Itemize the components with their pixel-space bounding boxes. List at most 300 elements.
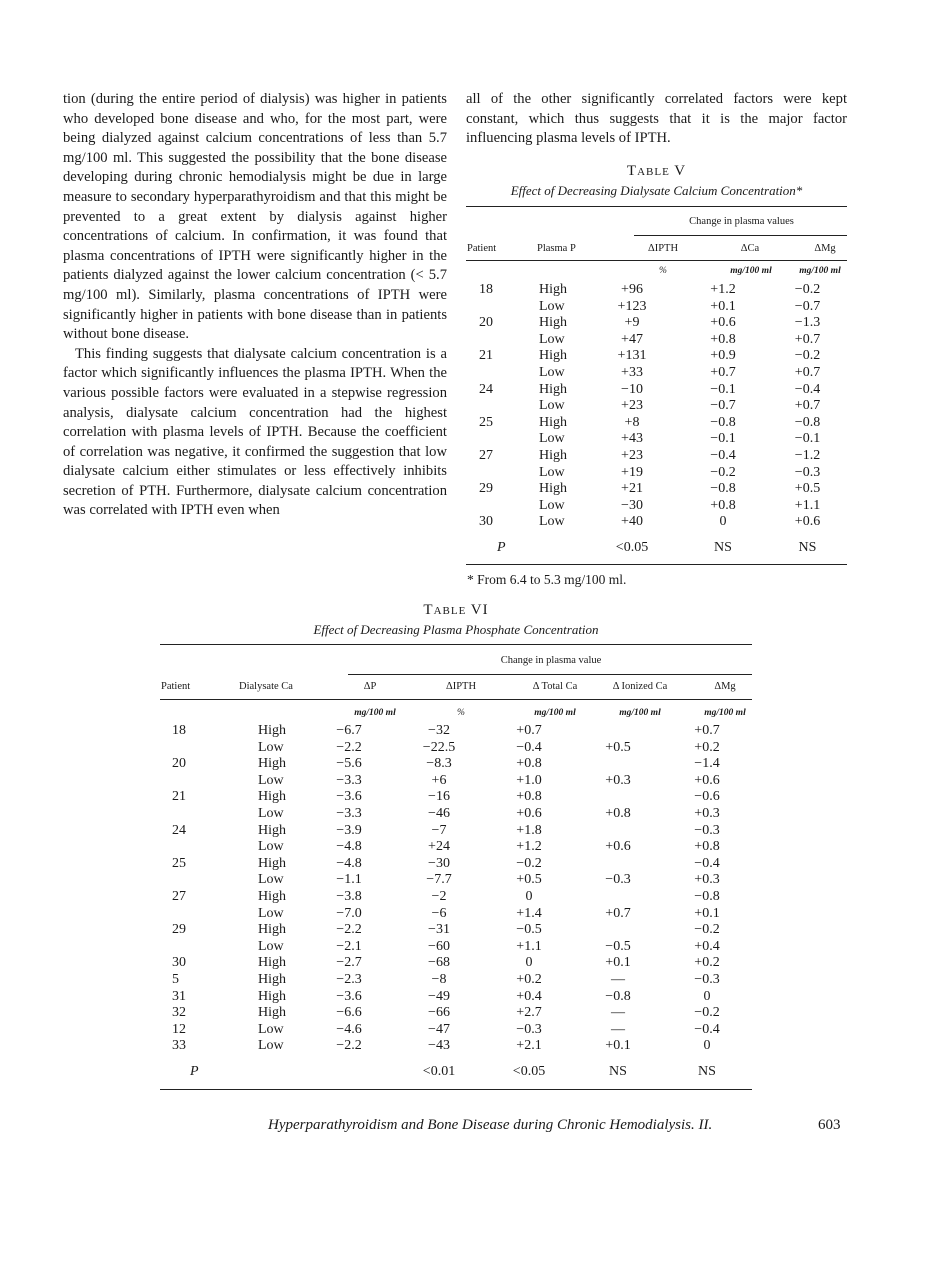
- table-5-cell: 18: [479, 282, 493, 297]
- table-6-cell: +0.3: [605, 772, 631, 788]
- table-6-cell: −1.1: [336, 872, 362, 888]
- table-5-cell: 27: [479, 447, 493, 463]
- table-5-cell: −30: [621, 497, 643, 513]
- table-row: [160, 906, 752, 923]
- table-5-cell: +0.8: [710, 497, 736, 513]
- table-row: [160, 1038, 752, 1055]
- table-6-cell: −3.6: [336, 789, 362, 805]
- paragraph: tion (during the entire period of dialysis) was higher in patients who developed bone disease and who, for the most part, were being dialyzed against calcium concentrations of less than 5.7 mg/100 ml. This suggested the possibility that the bone disease developing during chronic hemodialysis might be due in large measure to secondary hyperparathyroidism and that this might be prevented to a great extent by dialysis against higher concentrations of calcium. In confirmation, it was found that plasma concentrations of IPTH were significantly higher in the patients dialyzed against the lower calcium concentration (< 5.7 mg/100 ml). Similarly, plasma concentrations of IPTH were significantly higher in patients with bone disease than in patients without bone disease.: [63, 91, 447, 343]
- table-5-cell: −0.2: [710, 464, 736, 480]
- table-6-cell: −7: [431, 822, 447, 838]
- table-6-cell: High: [258, 756, 286, 772]
- spacer-cell: [160, 1055, 752, 1064]
- table-5-body: [466, 282, 847, 557]
- table-5-cell: High: [539, 282, 567, 297]
- table-6-cell: [160, 740, 214, 757]
- table-6-cell: High: [258, 1005, 286, 1021]
- table-6-cell: +0.5: [605, 739, 631, 755]
- table-6-cell: [574, 756, 662, 773]
- table-5-p-cell: NS: [798, 539, 817, 555]
- table-5-title-prefix: T: [626, 163, 638, 179]
- table-5-cell: +23: [621, 398, 643, 414]
- table-row: [160, 823, 752, 840]
- table-row: [160, 789, 752, 806]
- table-6-cell: −3.9: [336, 822, 362, 838]
- table-5-top-rule: [466, 206, 847, 207]
- table-5-cell: Low: [539, 364, 565, 380]
- table-5-cell: +0.7: [794, 398, 821, 414]
- table-6-cell: +0.6: [605, 839, 631, 855]
- table-6-cell: −3.3: [336, 805, 362, 821]
- table-6-cell: −7.0: [336, 905, 362, 921]
- table-6-cell: −0.5: [516, 922, 542, 938]
- table-6-cell: High: [258, 971, 286, 987]
- table-6-cell: +2.7: [516, 1005, 542, 1021]
- table-5-cell: +23: [621, 447, 643, 463]
- table-6-cell: −32: [428, 723, 450, 738]
- table-5-cell: Low: [539, 514, 565, 530]
- table-6-title-rest: able VI: [433, 602, 489, 618]
- table-5-cell: −0.7: [710, 398, 736, 414]
- table-6-cell: +0.1: [694, 905, 720, 921]
- table-6-cell: +0.6: [694, 772, 720, 788]
- table-6-cell: +0.7: [516, 723, 542, 738]
- table-6-cell: Low: [258, 772, 284, 788]
- body-text-left-column: [63, 90, 447, 521]
- table-6-caption: Effect of Decreasing Plasma Phosphate Concentration: [313, 622, 599, 637]
- table-6-unit-ionized-ca: mg/100 ml: [619, 708, 661, 718]
- table-row: [160, 856, 752, 873]
- table-6-cell: +1.4: [516, 905, 542, 921]
- table-6-cell: −2.1: [336, 938, 362, 954]
- table-5-footnote: * From 6.4 to 5.3 mg/100 ml.: [467, 572, 627, 587]
- table-6-cell: +0.5: [516, 872, 542, 888]
- table-5-cell: [466, 431, 511, 448]
- table-row: [160, 989, 752, 1006]
- table-5-cell: 30: [479, 514, 493, 530]
- table-row: [160, 723, 752, 740]
- table-6-cell: 31: [172, 988, 186, 1004]
- table-6-cell: High: [258, 988, 286, 1004]
- paragraph: This finding suggests that dialysate calcium concentration is a factor which significantly influences the plasma IPTH. When the various possible factors were evaluated in a stepwise regression analysis, dialysate calcium concentration had the highest correlation with plasma levels of IPTH. Because the coefficient of correlation was negative, it confirmed the suggestion that low dialysate calcium either stimulates or less effectively inhibits secretion of PTH. Furthermore, dialysate calcium concentration was correlated with IPTH even when: [63, 345, 447, 519]
- table-6-cell: [574, 922, 662, 939]
- table-6-cell: +0.7: [694, 723, 720, 738]
- table-6-header-rule: [160, 699, 752, 700]
- page-number: 603: [818, 1117, 841, 1133]
- table-6-cell: Low: [258, 938, 284, 954]
- table-6-cell: −0.2: [694, 922, 720, 938]
- table-6-cell: 30: [172, 955, 186, 971]
- table-6-cell: 0: [525, 888, 533, 904]
- table-5-col-patient: Patient: [467, 243, 497, 254]
- table-6-cell: +0.2: [694, 739, 720, 755]
- table-6-cell: 33: [172, 1038, 186, 1054]
- table-6-cell: +0.1: [605, 955, 631, 971]
- spacer-row: [160, 1055, 752, 1064]
- table-6-cell: 12: [172, 1021, 186, 1037]
- spacer-row: [466, 531, 847, 540]
- table-5-cell: +0.6: [794, 514, 821, 530]
- table-6-cell: Low: [258, 805, 284, 821]
- table-6-cell: [574, 789, 662, 806]
- table-6-cell: [574, 823, 662, 840]
- table-5-cell: −0.4: [794, 381, 821, 397]
- table-5-p-cell: [511, 540, 586, 557]
- table-6-unit-p: mg/100 ml: [354, 708, 396, 718]
- paragraph: all of the other significantly correlated factors were kept constant, which thus suggests that it is the major factor influencing plasma levels of IPTH.: [466, 91, 847, 147]
- table-6-cell: −16: [428, 789, 450, 805]
- table-row: [160, 773, 752, 790]
- table-row: [466, 465, 847, 482]
- table-6-cell: +0.8: [516, 756, 542, 772]
- table-6-cell: [160, 872, 214, 889]
- table-5-cell: +0.7: [710, 364, 736, 380]
- table-5-unit-ca: mg/100 ml: [730, 266, 772, 276]
- table-5-cell: High: [539, 381, 567, 397]
- table-6-cell: −0.8: [605, 988, 631, 1004]
- table-6-p-cell: [304, 1064, 394, 1081]
- table-5-cell: +40: [621, 514, 643, 530]
- table-6-cell: −5.6: [336, 756, 362, 772]
- table-row: [466, 382, 847, 399]
- significance-row: [466, 540, 847, 557]
- table-6-unit-mg: mg/100 ml: [704, 708, 746, 718]
- table-row: [466, 514, 847, 531]
- table-6-p-cell: <0.01: [422, 1063, 456, 1079]
- table-5-cell: 24: [479, 381, 493, 397]
- table-row: [466, 398, 847, 415]
- table-6-cell: High: [258, 822, 286, 838]
- table-6-cell: High: [258, 922, 286, 938]
- table-5-cell: Low: [539, 331, 565, 347]
- table-6-cell: −2: [431, 888, 447, 904]
- table-6-cell: [574, 723, 662, 740]
- table-6-top-rule: [160, 644, 752, 645]
- table-5-cell: −0.1: [710, 431, 736, 447]
- table-5-cell: −0.2: [794, 348, 821, 364]
- table-5-cell: +0.8: [710, 331, 736, 347]
- table-5-cell: +47: [621, 331, 643, 347]
- table-6-cell: −0.3: [694, 822, 720, 838]
- table-6-cell: −68: [428, 955, 450, 971]
- table-5-cell: −0.3: [794, 464, 821, 480]
- table-6-cell: 27: [172, 888, 186, 904]
- table-6-col-delta-mg: ΔMg: [714, 681, 736, 692]
- table-6-cell: Low: [258, 1038, 284, 1054]
- table-6-cell: −3.6: [336, 988, 362, 1004]
- table-6-cell: +24: [428, 839, 450, 855]
- table-5-cell: High: [539, 447, 567, 463]
- table-6-cell: High: [258, 789, 286, 805]
- table-row: [466, 332, 847, 349]
- table-6-cell: +0.4: [516, 988, 542, 1004]
- table-5-cell: +0.7: [794, 364, 821, 380]
- table-5-cell: +9: [624, 315, 640, 331]
- table-5-cell: +33: [621, 364, 643, 380]
- table-5-cell: High: [539, 481, 567, 497]
- table-row: [160, 955, 752, 972]
- table-6-cell: −6: [431, 905, 447, 921]
- table-5-cell: +0.1: [710, 298, 736, 314]
- table-6-cell: +0.8: [605, 805, 631, 821]
- table-row: [160, 839, 752, 856]
- table-row: [466, 481, 847, 498]
- table-6-cell: +0.3: [694, 805, 720, 821]
- table-5-cell: +21: [621, 481, 643, 497]
- table-6-cell: +0.3: [694, 872, 720, 888]
- table-6-cell: −60: [428, 938, 450, 954]
- table-5-col-delta-ipth: ΔIPTH: [647, 243, 679, 254]
- table-6-cell: +0.2: [694, 955, 720, 971]
- table-6-cell: −2.2: [336, 922, 362, 938]
- table-5-cell: High: [539, 348, 567, 364]
- table-5-cell: 21: [479, 348, 493, 364]
- table-6-cell: −0.3: [694, 971, 720, 987]
- table-6-cell: −0.5: [605, 938, 631, 954]
- table-6-cell: 21: [172, 789, 186, 805]
- table-6-group-header: Change in plasma value: [500, 655, 602, 666]
- table-6-cell: [160, 773, 214, 790]
- table-6-cell: −2.2: [336, 739, 362, 755]
- table-5-title-rest: able V: [637, 163, 687, 179]
- table-6-unit-total-ca: mg/100 ml: [534, 708, 576, 718]
- table-5-cell: Low: [539, 431, 565, 447]
- table-5-unit-ipth: %: [659, 266, 667, 276]
- table-5-caption: Effect of Decreasing Dialysate Calcium Concentration*: [510, 183, 803, 198]
- table-6-cell: +6: [431, 772, 447, 788]
- table-6-cell: −7.7: [426, 872, 452, 888]
- table-5-cell: 29: [479, 481, 493, 497]
- table-6-cell: −30: [428, 855, 450, 871]
- table-6-cell: −0.8: [694, 888, 720, 904]
- table-5-cell: −0.2: [794, 282, 821, 297]
- table-5-cell: [466, 365, 511, 382]
- table-6-cell: 0: [703, 1038, 711, 1054]
- table-6-cell: Low: [258, 839, 284, 855]
- table-6-cell: +0.8: [516, 789, 542, 805]
- table-5-cell: +19: [621, 464, 643, 480]
- table-6-cell: 18: [172, 723, 186, 738]
- table-6-cell: −2.2: [336, 1038, 362, 1054]
- table-row: [466, 498, 847, 515]
- table-6-p-cell: NS: [698, 1063, 716, 1079]
- table-5-cell: Low: [539, 398, 565, 414]
- table-6-cell: —: [611, 1021, 625, 1037]
- table-5-bottom-rule: [466, 564, 847, 565]
- table-6-cell: [160, 806, 214, 823]
- table-6-cell: 25: [172, 855, 186, 871]
- table-6-cell: −4.6: [336, 1021, 362, 1037]
- table-row: [160, 922, 752, 939]
- table-5-group-header: Change in plasma values: [689, 216, 794, 227]
- table-6-cell: −2.7: [336, 955, 362, 971]
- table-6-p-cell: NS: [609, 1063, 627, 1079]
- table-6-body: [160, 723, 752, 1080]
- table-5-cell: Low: [539, 464, 565, 480]
- table-6-cell: −66: [428, 1005, 450, 1021]
- table-6-cell: −31: [428, 922, 450, 938]
- table-6-cell: +1.1: [516, 938, 542, 954]
- table-6-bottom-rule: [160, 1089, 752, 1090]
- table-6-col-patient: Patient: [161, 681, 191, 692]
- table-6-cell: +0.4: [694, 938, 720, 954]
- table-6-group-rule: [348, 674, 752, 675]
- table-row: [160, 806, 752, 823]
- table-6-cell: 24: [172, 822, 186, 838]
- table-6-col-dialysate-ca: Dialysate Ca: [239, 681, 293, 692]
- table-6-cell: −0.2: [516, 855, 542, 871]
- table-6-col-delta-ionized-ca: Δ Ionized Ca: [612, 681, 668, 692]
- table-5-cell: −0.8: [710, 414, 736, 430]
- table-row: [160, 756, 752, 773]
- table-6-cell: −22.5: [422, 739, 456, 755]
- table-5-cell: −0.8: [794, 414, 821, 430]
- table-6-cell: −4.8: [336, 839, 362, 855]
- table-row: [466, 448, 847, 465]
- table-6-cell: −6.6: [336, 1005, 362, 1021]
- table-6-cell: +1.8: [516, 822, 542, 838]
- table-5-cell: −0.7: [794, 298, 821, 314]
- table-6-cell: [574, 856, 662, 873]
- table-5-title: [466, 163, 847, 180]
- table-5-cell: High: [539, 414, 567, 430]
- table-6-cell: [574, 889, 662, 906]
- table-6-unit-ipth: %: [457, 708, 465, 718]
- table-5-cell: −0.4: [710, 447, 736, 463]
- table-5-cell: −10: [621, 381, 643, 397]
- table-5-cell: −0.1: [710, 381, 736, 397]
- table-6-cell: −8.3: [426, 756, 452, 772]
- table-6-cell: High: [258, 723, 286, 738]
- table-5-cell: [466, 465, 511, 482]
- table-row: [466, 299, 847, 316]
- table-6-p-cell: [214, 1064, 304, 1081]
- table-6-cell: +0.2: [516, 971, 542, 987]
- table-5-cell: +0.9: [710, 348, 736, 364]
- table-6-cell: −0.6: [694, 789, 720, 805]
- spacer-cell: [466, 531, 847, 540]
- table-6-cell: +2.1: [516, 1038, 542, 1054]
- table-5-cell: −0.1: [794, 431, 821, 447]
- table-row: [160, 740, 752, 757]
- table-6-cell: −46: [428, 805, 450, 821]
- table-6-p-cell: <0.05: [512, 1063, 546, 1079]
- table-6-col-delta-p: ΔP: [363, 681, 377, 692]
- table-6-p-cell: P: [190, 1063, 199, 1079]
- table-6-cell: +0.6: [516, 805, 542, 821]
- table-5-cell: Low: [539, 298, 565, 314]
- table-6-cell: −0.4: [694, 1021, 720, 1037]
- table-6-cell: 32: [172, 1005, 186, 1021]
- table-6-cell: Low: [258, 739, 284, 755]
- table-5-group-rule: [634, 235, 847, 236]
- table-6-cell: Low: [258, 1021, 284, 1037]
- table-6-cell: +0.8: [694, 839, 720, 855]
- table-6-cell: −49: [428, 988, 450, 1004]
- table-6-cell: High: [258, 955, 286, 971]
- table-6-col-delta-total-ca: Δ Total Ca: [532, 681, 578, 692]
- table-5-cell: +0.5: [794, 481, 821, 497]
- table-6-cell: +0.1: [605, 1038, 631, 1054]
- table-6-cell: −0.3: [516, 1021, 542, 1037]
- table-6-cell: 0: [525, 955, 533, 971]
- table-5-cell: +43: [621, 431, 643, 447]
- table-5-header-rule: [466, 260, 847, 261]
- table-6-cell: —: [611, 971, 625, 987]
- table-row: [160, 889, 752, 906]
- table-5-cell: −0.8: [710, 481, 736, 497]
- table-row: [466, 431, 847, 448]
- table-5-unit-mg: mg/100 ml: [799, 266, 841, 276]
- table-6-cell: −2.3: [336, 971, 362, 987]
- table-row: [160, 939, 752, 956]
- table-6-cell: 0: [703, 988, 711, 1004]
- table-6-cell: −4.8: [336, 855, 362, 871]
- table-6-cell: −8: [431, 971, 447, 987]
- table-6-cell: −1.4: [694, 756, 720, 772]
- table-6-title-prefix: T: [423, 602, 434, 618]
- table-row: [160, 1005, 752, 1022]
- table-6-cell: −0.4: [516, 739, 542, 755]
- table-5-cell: −1.3: [794, 315, 821, 331]
- table-5-cell: [466, 398, 511, 415]
- table-6-cell: +0.7: [605, 905, 631, 921]
- table-6-cell: [160, 906, 214, 923]
- table-5-cell: +0.6: [710, 315, 736, 331]
- table-6-cell: Low: [258, 905, 284, 921]
- table-5-cell: +96: [621, 282, 643, 297]
- table-5-col-delta-ca: ΔCa: [740, 243, 760, 254]
- table-5-cell: [466, 498, 511, 515]
- table-6-cell: +1.0: [516, 772, 542, 788]
- table-5-cell: Low: [539, 497, 565, 513]
- table-5-cell: −1.2: [794, 447, 821, 463]
- table-row: [160, 872, 752, 889]
- table-5-col-delta-mg: ΔMg: [814, 243, 836, 254]
- table-6-cell: −0.3: [605, 872, 631, 888]
- table-6-cell: −0.4: [694, 855, 720, 871]
- table-5-cell: +131: [617, 348, 647, 364]
- table-row: [466, 348, 847, 365]
- table-6-cell: −3.8: [336, 888, 362, 904]
- table-5-cell: 25: [479, 414, 493, 430]
- table-row: [466, 315, 847, 332]
- table-6-cell: High: [258, 888, 286, 904]
- table-5-p-cell: P: [497, 539, 506, 555]
- table-6-cell: High: [258, 855, 286, 871]
- table-5-cell: +0.7: [794, 331, 821, 347]
- table-6-col-delta-ipth: ΔIPTH: [445, 681, 477, 692]
- table-row: [160, 1022, 752, 1039]
- table-6-cell: −43: [428, 1038, 450, 1054]
- table-5-p-cell: NS: [714, 539, 732, 555]
- table-5-cell: [466, 299, 511, 316]
- table-row: [466, 365, 847, 382]
- table-6-title: [160, 602, 752, 619]
- table-5-cell: +1.2: [710, 282, 736, 297]
- table-6-cell: 20: [172, 756, 186, 772]
- table-6-cell: [160, 939, 214, 956]
- table-5-cell: +123: [617, 298, 647, 314]
- table-row: [466, 415, 847, 432]
- table-5-cell: 20: [479, 315, 493, 331]
- table-6-cell: —: [611, 1005, 625, 1021]
- table-6-cell: −47: [428, 1021, 450, 1037]
- significance-row: [160, 1064, 752, 1081]
- table-5-cell: +8: [624, 414, 640, 430]
- table-6-cell: 29: [172, 922, 186, 938]
- table-5-col-plasma-p: Plasma P: [537, 243, 576, 254]
